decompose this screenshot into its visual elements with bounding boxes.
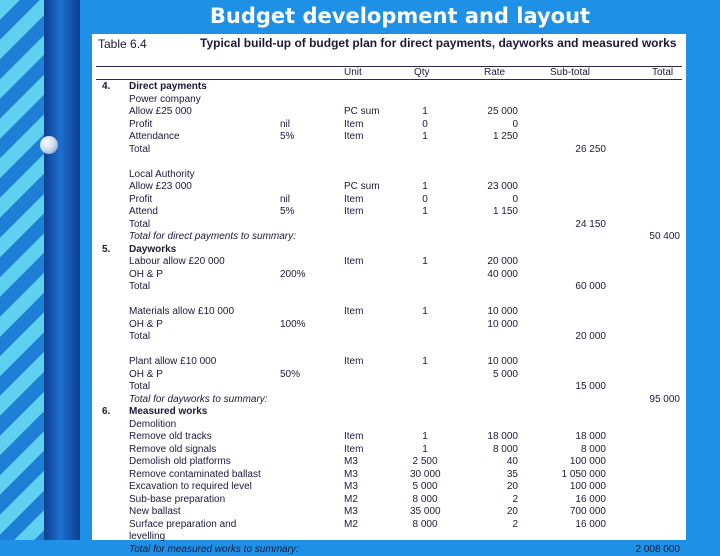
cell-desc: Demolish old platforms bbox=[129, 456, 231, 469]
cell-qty: 2 500 bbox=[410, 456, 440, 469]
cell-sec: 6. bbox=[102, 406, 110, 419]
cell-desc: Total bbox=[129, 144, 150, 157]
cell-desc: Total bbox=[129, 219, 150, 232]
table-row bbox=[92, 381, 686, 394]
table-row bbox=[92, 256, 686, 269]
cell-qty: 35 000 bbox=[410, 506, 440, 519]
cell-unit: Item bbox=[344, 131, 363, 144]
col-header-qty: Qty bbox=[414, 67, 430, 78]
cell-desc: Profit bbox=[129, 119, 152, 132]
cell-rate: 1 250 bbox=[466, 131, 518, 144]
table-row bbox=[92, 294, 686, 307]
cell-desc: Allow £23 000 bbox=[129, 181, 192, 194]
cell-qty: 30 000 bbox=[410, 469, 440, 482]
cell-unit: Item bbox=[344, 119, 363, 132]
cell-rate: 25 000 bbox=[466, 106, 518, 119]
table-row bbox=[92, 344, 686, 357]
cell-unit: PC sum bbox=[344, 181, 380, 194]
col-header-total: Total bbox=[652, 67, 673, 78]
table-row bbox=[92, 119, 686, 132]
table-title: Typical build-up of budget plan for direct payments, dayworks and measured works bbox=[200, 37, 680, 50]
cell-desc: Measured works bbox=[129, 406, 207, 419]
table-row bbox=[92, 419, 686, 432]
cell-unit: M3 bbox=[344, 506, 358, 519]
cell-rate: 10 000 bbox=[466, 356, 518, 369]
table-row bbox=[92, 81, 686, 94]
table-number: Table 6.4 bbox=[98, 37, 147, 51]
table-row bbox=[92, 331, 686, 344]
cell-desc: Direct payments bbox=[129, 81, 207, 94]
cell-qty: 8 000 bbox=[410, 494, 440, 507]
table-row bbox=[92, 469, 686, 482]
table-row bbox=[92, 306, 686, 319]
cell-unit: PC sum bbox=[344, 106, 380, 119]
cell-qty: 1 bbox=[410, 106, 440, 119]
cell-pct: 5% bbox=[280, 131, 294, 144]
cell-unit: Item bbox=[344, 256, 363, 269]
cell-sub: 60 000 bbox=[540, 281, 606, 294]
cell-rate: 10 000 bbox=[466, 319, 518, 332]
table-image bbox=[92, 34, 686, 540]
table-row bbox=[92, 431, 686, 444]
cell-desc: Total bbox=[129, 281, 150, 294]
cell-sub: 100 000 bbox=[540, 456, 606, 469]
cell-desc: Attend bbox=[129, 206, 158, 219]
table-row bbox=[92, 181, 686, 194]
cell-rate: 40 000 bbox=[466, 269, 518, 282]
cell-qty: 1 bbox=[410, 356, 440, 369]
cell-rate: 8 000 bbox=[466, 444, 518, 457]
table-row bbox=[92, 156, 686, 169]
cell-rate: 40 bbox=[466, 456, 518, 469]
cell-desc: Power company bbox=[129, 94, 201, 107]
cell-pct: nil bbox=[280, 194, 290, 207]
cell-qty: 1 bbox=[410, 181, 440, 194]
cell-desc: Remove contaminated ballast bbox=[129, 469, 261, 482]
cell-qty: 1 bbox=[410, 444, 440, 457]
cell-sub: 16 000 bbox=[540, 494, 606, 507]
cell-desc: Total for dayworks to summary: bbox=[129, 394, 268, 407]
cell-desc: Demolition bbox=[129, 419, 176, 432]
cell-rate: 0 bbox=[466, 119, 518, 132]
cell-unit: Item bbox=[344, 206, 363, 219]
cell-pct: 100% bbox=[280, 319, 306, 332]
table-row bbox=[92, 544, 686, 556]
cell-unit: M2 bbox=[344, 519, 358, 532]
cell-desc: Labour allow £20 000 bbox=[129, 256, 225, 269]
table-row bbox=[92, 519, 686, 532]
table-row bbox=[92, 169, 686, 182]
cell-qty: 8 000 bbox=[410, 519, 440, 532]
cell-desc: Total for direct payments to summary: bbox=[129, 231, 296, 244]
cell-sub: 1 050 000 bbox=[540, 469, 606, 482]
cell-sub: 26 250 bbox=[540, 144, 606, 157]
cell-sec: 4. bbox=[102, 81, 110, 94]
table-row bbox=[92, 219, 686, 232]
cell-total: 50 400 bbox=[610, 231, 680, 244]
table-row bbox=[92, 194, 686, 207]
cell-pct: 5% bbox=[280, 206, 294, 219]
cell-total: 2 008 000 bbox=[610, 544, 680, 556]
cell-desc: Sub-base preparation bbox=[129, 494, 225, 507]
table-row bbox=[92, 506, 686, 519]
cell-rate: 0 bbox=[466, 194, 518, 207]
cell-sub: 16 000 bbox=[540, 519, 606, 532]
cell-sec: 5. bbox=[102, 244, 110, 257]
slide-title: Budget development and layout bbox=[120, 4, 680, 28]
table-row bbox=[92, 94, 686, 107]
cell-desc: Plant allow £10 000 bbox=[129, 356, 216, 369]
cell-qty: 1 bbox=[410, 131, 440, 144]
cell-desc: New ballast bbox=[129, 506, 181, 519]
cell-sub: 8 000 bbox=[540, 444, 606, 457]
cell-qty: 1 bbox=[410, 206, 440, 219]
cell-rate: 20 000 bbox=[466, 256, 518, 269]
cell-unit: M3 bbox=[344, 456, 358, 469]
cell-sub: 700 000 bbox=[540, 506, 606, 519]
table-row bbox=[92, 356, 686, 369]
cell-unit: M3 bbox=[344, 469, 358, 482]
cell-sub: 15 000 bbox=[540, 381, 606, 394]
table-row bbox=[92, 531, 686, 544]
cell-desc: Dayworks bbox=[129, 244, 176, 257]
table-row bbox=[92, 231, 686, 244]
cell-desc: levelling bbox=[129, 531, 165, 544]
cell-unit: M2 bbox=[344, 494, 358, 507]
cell-qty: 1 bbox=[410, 306, 440, 319]
table-row bbox=[92, 244, 686, 257]
cell-qty: 1 bbox=[410, 256, 440, 269]
table-row bbox=[92, 144, 686, 157]
cell-desc: Total bbox=[129, 331, 150, 344]
cell-rate: 1 150 bbox=[466, 206, 518, 219]
table-row bbox=[92, 369, 686, 382]
cell-desc: Profit bbox=[129, 194, 152, 207]
table-row bbox=[92, 494, 686, 507]
cell-rate: 18 000 bbox=[466, 431, 518, 444]
cell-sub: 20 000 bbox=[540, 331, 606, 344]
table-row bbox=[92, 481, 686, 494]
cell-unit: Item bbox=[344, 356, 363, 369]
cell-desc: Allow £25 000 bbox=[129, 106, 192, 119]
table-row bbox=[92, 281, 686, 294]
cell-pct: 50% bbox=[280, 369, 300, 382]
cell-desc: Remove old signals bbox=[129, 444, 216, 457]
cell-rate: 23 000 bbox=[466, 181, 518, 194]
cell-sub: 18 000 bbox=[540, 431, 606, 444]
cell-unit: Item bbox=[344, 431, 363, 444]
cell-unit: Item bbox=[344, 306, 363, 319]
cell-rate: 20 bbox=[466, 481, 518, 494]
col-header-unit: Unit bbox=[344, 67, 362, 78]
cell-qty: 0 bbox=[410, 194, 440, 207]
table-row bbox=[92, 456, 686, 469]
top-rule bbox=[96, 66, 682, 67]
cell-desc: Total for measured works to summary: bbox=[129, 544, 299, 556]
cell-unit: Item bbox=[344, 194, 363, 207]
cell-unit: Item bbox=[344, 444, 363, 457]
cell-rate: 5 000 bbox=[466, 369, 518, 382]
decorative-knob bbox=[40, 136, 58, 154]
cell-desc: OH & P bbox=[129, 269, 163, 282]
table-row bbox=[92, 269, 686, 282]
cell-desc: Attendance bbox=[129, 131, 180, 144]
cell-qty: 1 bbox=[410, 431, 440, 444]
header-rule bbox=[96, 79, 682, 80]
cell-rate: 2 bbox=[466, 519, 518, 532]
cell-desc: Materials allow £10 000 bbox=[129, 306, 234, 319]
cell-desc: Remove old tracks bbox=[129, 431, 212, 444]
table-row bbox=[92, 206, 686, 219]
cell-qty: 5 000 bbox=[410, 481, 440, 494]
cell-desc: Excavation to required level bbox=[129, 481, 252, 494]
cell-desc: OH & P bbox=[129, 319, 163, 332]
table-row bbox=[92, 319, 686, 332]
cell-sub: 100 000 bbox=[540, 481, 606, 494]
cell-pct: 200% bbox=[280, 269, 306, 282]
cell-rate: 20 bbox=[466, 506, 518, 519]
cell-rate: 10 000 bbox=[466, 306, 518, 319]
cell-desc: Total bbox=[129, 381, 150, 394]
cell-sub: 24 150 bbox=[540, 219, 606, 232]
col-header-rate: Rate bbox=[484, 67, 505, 78]
table-row bbox=[92, 406, 686, 419]
cell-total: 95 000 bbox=[610, 394, 680, 407]
table-row bbox=[92, 394, 686, 407]
cell-desc: OH & P bbox=[129, 369, 163, 382]
table-row bbox=[92, 106, 686, 119]
cell-desc: Surface preparation and bbox=[129, 519, 236, 532]
cell-unit: M3 bbox=[344, 481, 358, 494]
cell-desc: Local Authority bbox=[129, 169, 195, 182]
cell-rate: 35 bbox=[466, 469, 518, 482]
table-row bbox=[92, 444, 686, 457]
cell-pct: nil bbox=[280, 119, 290, 132]
cell-qty: 0 bbox=[410, 119, 440, 132]
decorative-spine bbox=[44, 0, 80, 540]
table-body bbox=[92, 81, 686, 556]
table-header bbox=[92, 34, 686, 68]
table-row bbox=[92, 131, 686, 144]
cell-rate: 2 bbox=[466, 494, 518, 507]
col-header-subtotal: Sub-total bbox=[550, 67, 590, 78]
